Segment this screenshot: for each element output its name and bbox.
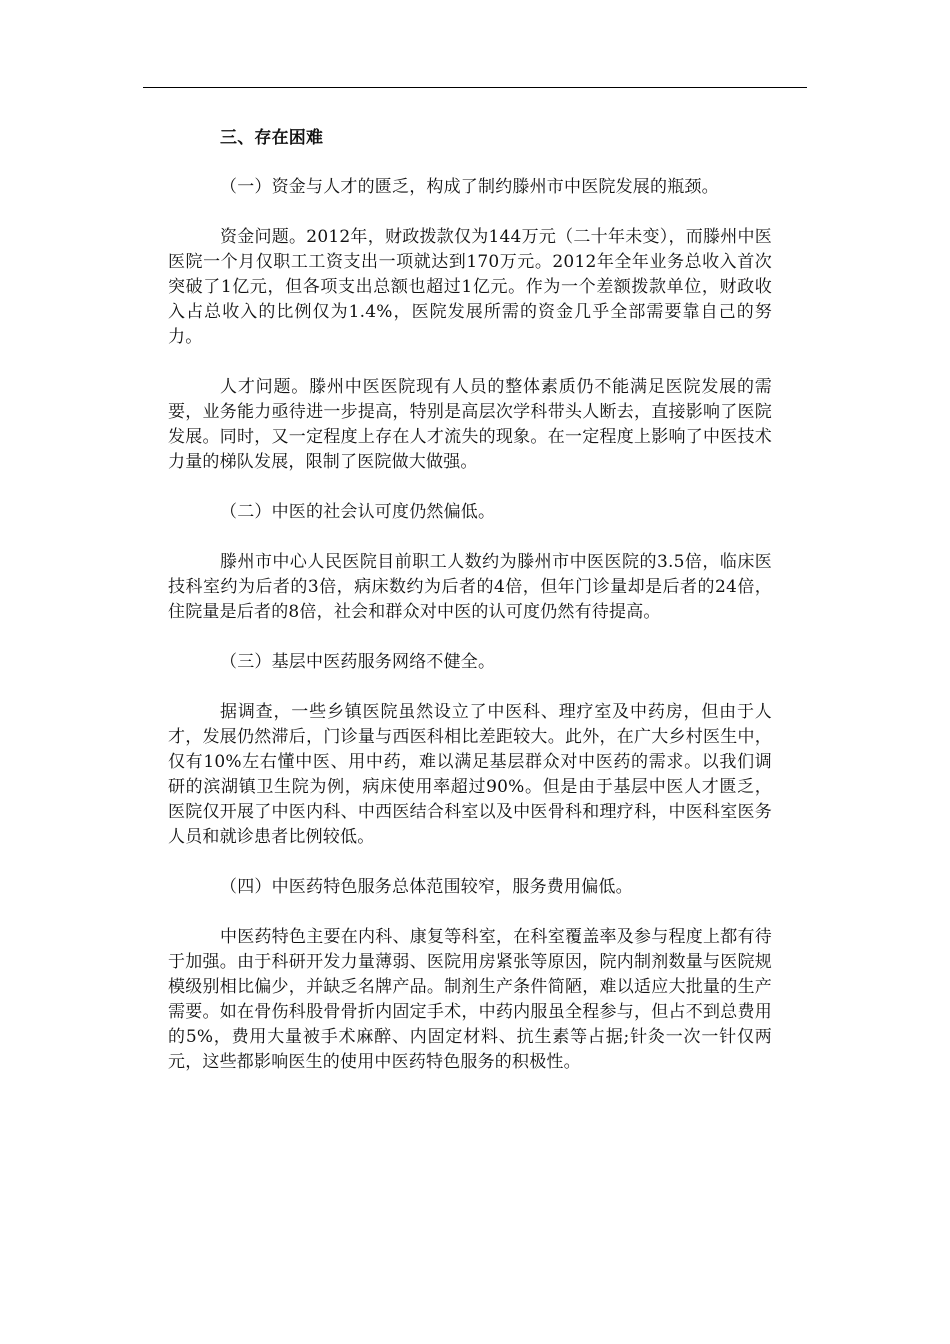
document-body bbox=[168, 124, 772, 1100]
paragraph-services: 中医药特色主要在内科、康复等科室，在科室覆盖率及参与程度上都有待于加强。由于科研开发力量薄弱、医院用房紧张等原因，院内制剂数量与医院规模级别相比偏少，并缺乏名牌产品。制剂生产条件简陋，难以适应大批量的生产需要。如在骨伤科股骨骨折内固定手术，中药内服虽全程参与，但占不到总费用的5%，费用大量被手术麻醉、内固定材料、抗生素等占据;针灸一次一针仅两元，这些都影响医生的使用中医药特色服务的积极性。 bbox=[168, 927, 772, 1072]
paragraph-talent: 人才问题。滕州中医医院现有人员的整体素质仍不能满足医院发展的需要，业务能力亟待进一步提高，特别是高层次学科带头人断去，直接影响了医院发展。同时，又一定程度上存在人才流失的现象。在一定程度上影响了中医技术力量的梯队发展，限制了医院做大做强。 bbox=[168, 377, 772, 472]
paragraph-recognition: 滕州市中心人民医院目前职工人数约为滕州市中医医院的3.5倍，临床医技科室约为后者的3倍，病床数约为后者的4倍，但年门诊量却是后者的24倍，住院量是后者的8倍，社会和群众对中医的认可度仍然有待提高。 bbox=[168, 552, 772, 622]
paragraph-funding: 资金问题。2012年，财政拨款仅为144万元（二十年未变），而滕州中医医院一个月仅职工工资支出一项就达到170万元。2012年全年业务总收入首次突破了1亿元，但各项支出总额也超过1亿元。作为一个差额拨款单位，财政收入占总收入的比例仅为1.4%，医院发展所需的资金几乎全部需要靠自己的努力。 bbox=[168, 227, 772, 347]
section-heading: 三、存在困难 bbox=[220, 128, 324, 148]
subsection-heading-2: （二）中医的社会认可度仍然偏低。 bbox=[220, 502, 496, 522]
paragraph-grassroots: 据调查，一些乡镇医院虽然设立了中医科、理疗室及中药房，但由于人才，发展仍然滞后，门诊量与西医科相比差距较大。此外，在广大乡村医生中，仅有10%左右懂中医、用中药，难以满足基层群众对中医药的需求。以我们调研的滨湖镇卫生院为例，病床使用率超过90%。但是由于基层中医人才匮乏，医院仅开展了中医内科、中西医结合科室以及中医骨科和理疗科，中医科室医务人员和就诊患者比例较低。 bbox=[168, 702, 772, 847]
subsection-heading-4: （四）中医药特色服务总体范围较窄，服务费用偏低。 bbox=[220, 877, 633, 897]
header-rule bbox=[143, 87, 807, 88]
subsection-heading-3: （三）基层中医药服务网络不健全。 bbox=[220, 652, 496, 672]
subsection-heading-1: （一）资金与人才的匮乏，构成了制约滕州市中医院发展的瓶颈。 bbox=[220, 177, 719, 197]
